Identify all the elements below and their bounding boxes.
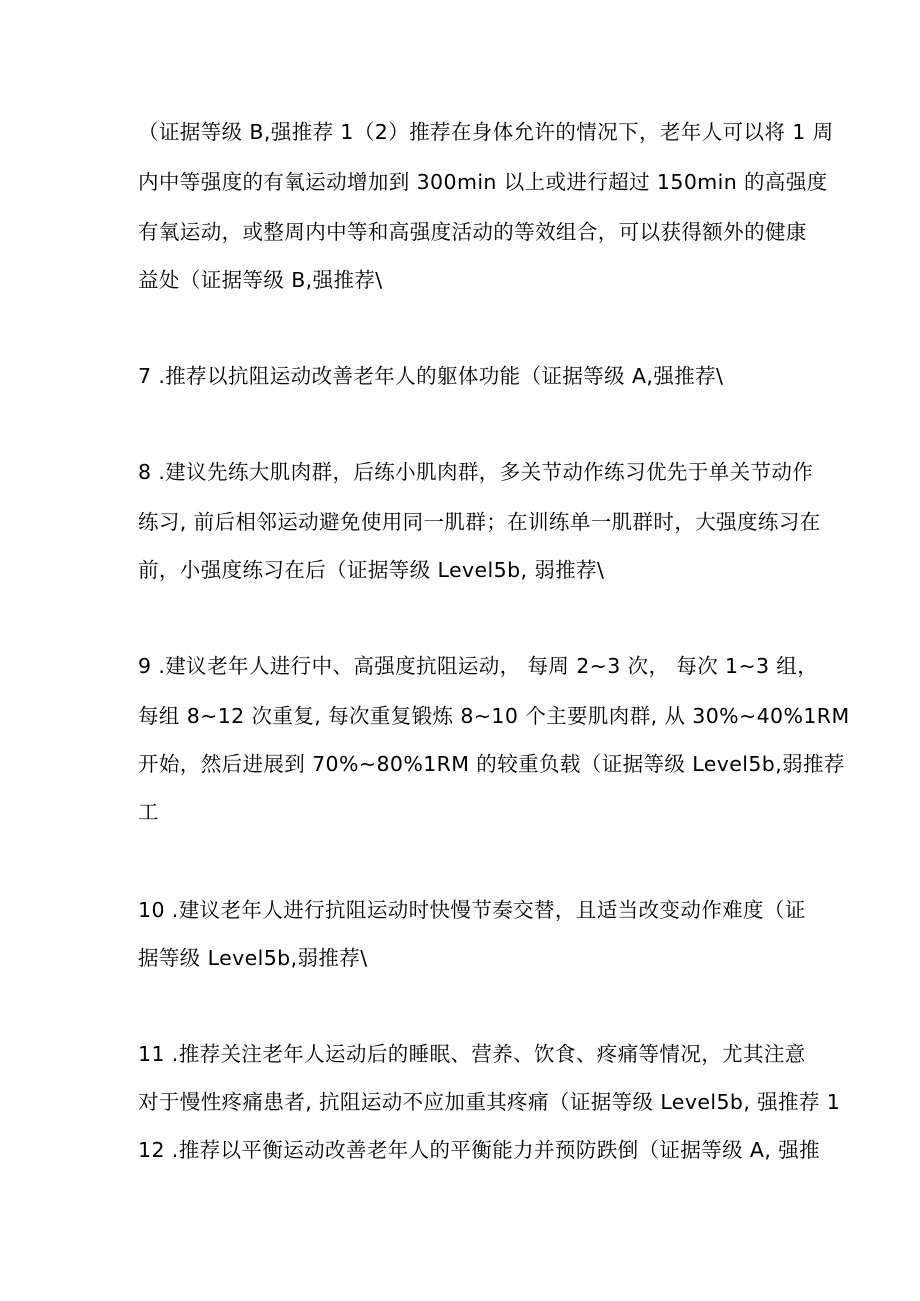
text-line: 11 .推荐关注老年人运动后的睡眠、营养、饮食、疼痛等情况，尤其注意	[138, 1042, 806, 1066]
text-line: 8 .建议先练大肌肉群，后练小肌肉群，多关节动作练习优先于单关节动作	[138, 460, 814, 484]
text-line: 前，小强度练习在后（证据等级 Level5b, 弱推荐\	[138, 558, 605, 582]
text-line: 10 .建议老年人进行抗阻运动时快慢节奏交替，且适当改变动作难度（证	[138, 898, 806, 922]
text-line: 开始，然后进展到 70%~80%1RM 的较重负载（证据等级 Level5b,弱推荐	[138, 752, 845, 776]
text-line: 7 .推荐以抗阻运动改善老年人的躯体功能（证据等级 A,强推荐\	[138, 364, 724, 388]
text-line: 12 .推荐以平衡运动改善老年人的平衡能力并预防跌倒（证据等级 A, 强推	[138, 1138, 820, 1162]
text-line: 有氧运动，或整周内中等和高强度活动的等效组合，可以获得额外的健康	[138, 220, 807, 244]
text-line: 工	[138, 800, 159, 824]
text-line: 每组 8~12 次重复, 每次重复锻炼 8~10 个主要肌肉群, 从 30%~40%1RM	[138, 704, 850, 728]
text-line: 练习, 前后相邻运动避免使用同一肌群；在训练单一肌群时，大强度练习在	[138, 510, 821, 534]
text-line: 据等级 Level5b,弱推荐\	[138, 946, 368, 970]
text-line: 益处（证据等级 B,强推荐\	[138, 268, 383, 292]
text-line: 对于慢性疼痛患者, 抗阻运动不应加重其疼痛（证据等级 Level5b, 强推荐 1	[138, 1090, 841, 1114]
text-line: 9 .建议老年人进行中、高强度抗阻运动， 每周 2~3 次， 每次 1~3 组，	[138, 654, 819, 678]
text-line: （证据等级 B,强推荐 1（2）推荐在身体允许的情况下，老年人可以将 1 周	[138, 120, 834, 144]
text-line: 内中等强度的有氧运动增加到 300min 以上或进行超过 150min 的高强度	[138, 170, 828, 194]
